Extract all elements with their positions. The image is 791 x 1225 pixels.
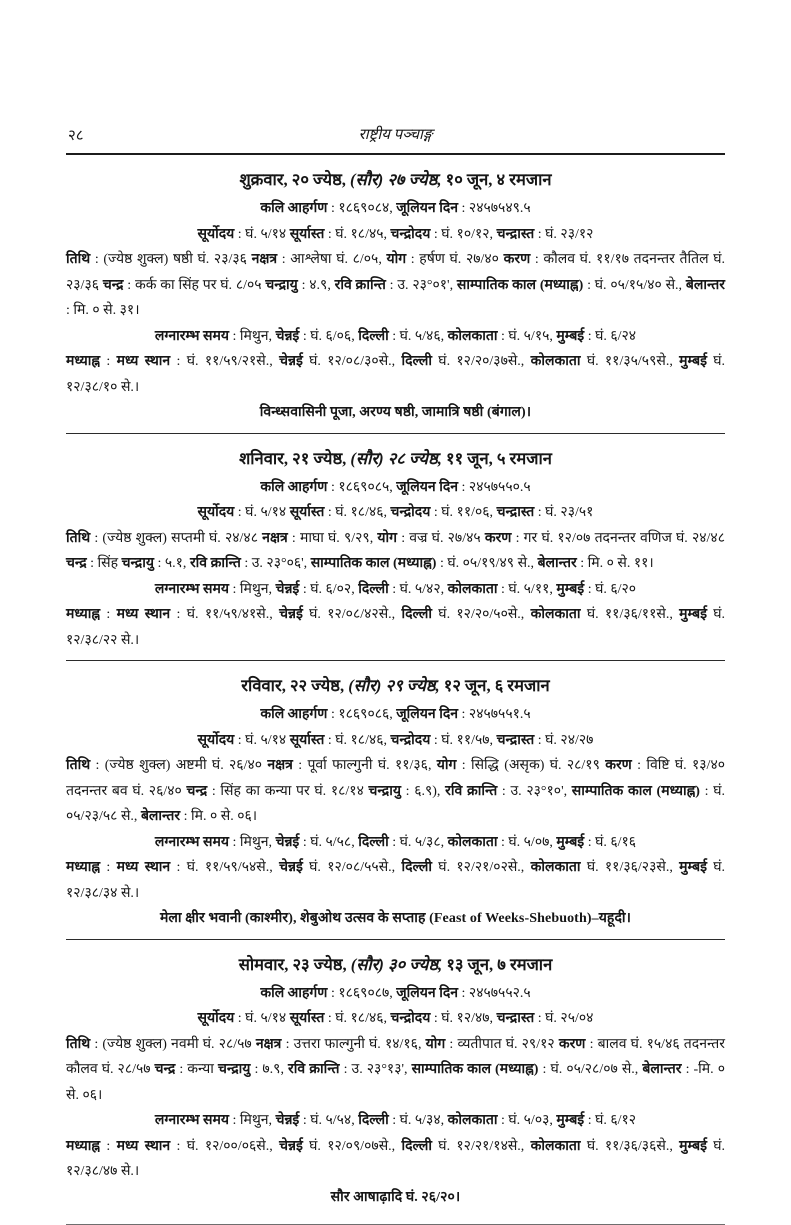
text-segment: योग [377,531,397,546]
text-segment: चेन्नई [279,860,303,875]
text-segment: तिथि [66,531,90,546]
text-segment: : विष्टि घं. १३/४० तदनन्तर बव घं. २६/४० [66,758,725,799]
text-segment: जूलियन दिन [396,707,458,722]
text-segment: : उ. २३°१३', [340,1062,412,1077]
text-segment: करण [504,252,531,267]
text-segment: योग [426,1037,446,1052]
text-segment: : घं. १२/४७, [430,1011,496,1026]
panchang-day-block [66,953,725,1225]
text-segment: कलि आहर्गण [260,707,327,722]
text-segment: चेन्नई [276,1113,300,1128]
text-segment: शुक्रवार, २० ज्येष्ठ, [239,170,350,189]
text-segment: : सिंह [87,556,122,571]
text-segment: चन्द्रास्त [497,1011,535,1026]
text-segment: : घं. ५/१४ [234,733,289,748]
text-segment: मेला क्षीर भवानी (काश्मीर), शेबुओथ उत्सव के सप्ताह (Feast of Weeks-Shebuoth)–यहूदी। [160,911,631,926]
text-segment: मध्याह्न [66,860,100,875]
sunrise-moonrise-line [66,1006,725,1032]
madhyahna-line [66,855,725,906]
panchang-day-block [66,168,725,434]
text-segment: घं. ११/३६/११से., [581,607,680,622]
text-segment: (सौर) २७ ज्येष्ठ, [350,170,441,189]
text-segment: : घं. २५/०४ [534,1011,593,1026]
text-segment: जूलियन दिन [396,986,458,1001]
tithi-paragraph [66,753,725,830]
text-segment: : घं. ५/५४, [299,1113,358,1128]
text-segment: नक्षत्र [252,252,278,267]
text-segment: चन्द्रास्त [497,227,535,242]
text-segment: साम्पातिक काल (मध्याह्न) [457,278,583,293]
text-segment: : ७.९, [250,1062,288,1077]
text-segment: दिल्ली [401,354,432,369]
text-segment: चन्द्रोदय [391,227,431,242]
text-segment: १० जून, ४ रमजान [441,170,551,189]
text-segment: घं. ११/३६/२३से., [581,860,680,875]
text-segment: : माघा घं. ९/२९, [288,531,378,546]
text-segment: सौर आषाढ़ादि घं. २६/२०। [331,1190,461,1205]
text-segment: रवि क्रान्ति [335,278,386,293]
text-segment: लग्नारम्भ समय [155,329,229,344]
kali-ahargana-line [66,475,725,501]
text-segment: बेलान्तर [538,556,577,571]
text-segment: : २४५७५५२.५ [458,986,531,1001]
text-segment: मुम्बई [679,860,707,875]
text-segment: : घं. ११/०६, [430,505,496,520]
text-segment: : घं. ६/१२ [584,1113,636,1128]
text-segment: : २४५७५४९.५ [458,201,531,216]
text-segment: : १८६९०८४, [327,201,396,216]
text-segment: : घं. ५/१४ [234,227,289,242]
kali-ahargana-line [66,196,725,222]
text-segment: कलि आहर्गण [260,480,327,495]
text-segment: मध्य स्थान [117,860,171,875]
text-segment: चेन्नई [279,354,303,369]
text-segment: : मि. ० से. ०६। [180,809,257,824]
text-segment: : घं. १८/४६, [324,505,390,520]
text-segment: चन्द्रायु [265,278,297,293]
text-segment: लग्नारम्भ समय [155,835,229,850]
text-segment: : मिथुन, [229,329,276,344]
text-segment: चेन्नई [276,582,300,597]
text-segment: तिथि [66,758,90,773]
text-segment: : उ. २३°०१', [386,278,457,293]
tithi-paragraph [66,526,725,577]
text-segment: सूर्यास्त [290,1011,325,1026]
text-segment: : ४.९, [298,278,335,293]
text-segment: लग्नारम्भ समय [155,582,229,597]
text-segment: नक्षत्र [256,1037,282,1052]
text-segment: १३ जून, ७ रमजान [442,955,552,974]
day-heading [66,447,725,471]
day-heading [66,674,725,698]
text-segment: चेन्नई [276,329,300,344]
page-header [66,126,725,144]
text-segment: सूर्योदय [198,733,235,748]
tithi-paragraph [66,1032,725,1109]
block-separator [66,433,725,434]
text-segment: : घं. १०/१२, [430,227,496,242]
text-segment: : उ. २३°०६', [241,556,311,571]
text-segment: योग [386,252,406,267]
text-segment: : मिथुन, [229,1113,276,1128]
text-segment: चन्द्रोदय [391,1011,431,1026]
text-segment: : (ज्येष्ठ शुक्ल) नवमी घं. २८/५७ [90,1037,256,1052]
text-segment: घं. १२/०८/५५से., [303,860,402,875]
text-segment: कलि आहर्गण [260,201,327,216]
text-segment: घं. १२/०९/०७से., [303,1139,402,1154]
text-segment: रवि क्रान्ति [190,556,241,571]
text-segment: : व्यतीपात घं. २९/१२ [445,1037,559,1052]
text-segment: : घं. १८/४६, [324,733,390,748]
text-segment: : घं. ५/०३, [497,1113,556,1128]
text-segment: बेलान्तर [642,1062,681,1077]
text-segment: चन्द्रास्त [497,505,535,520]
text-segment: घं. १२/२०/५०से., [432,607,531,622]
text-segment: योग [437,758,457,773]
text-segment: मध्याह्न [66,1139,100,1154]
text-segment: : घं. ११/५९/४१से., [170,607,279,622]
lagna-line [66,577,725,603]
madhyahna-line [66,349,725,400]
text-segment: मुम्बई [556,582,584,597]
text-segment: शनिवार, २१ ज्येष्ठ, [239,449,350,468]
text-segment: : ५.१, [154,556,190,571]
text-segment: : घं. ५/५८, [299,835,358,850]
text-segment: करण [605,758,632,773]
text-segment: : घं. ६/१६ [584,835,636,850]
text-segment: चन्द्र [103,278,124,293]
tithi-paragraph [66,247,725,324]
text-segment: रवि क्रान्ति [288,1062,340,1077]
text-segment: मध्याह्न [66,607,100,622]
lagna-line [66,1108,725,1134]
block-separator [66,660,725,661]
text-segment: : घं. ५/३८, [389,835,448,850]
text-segment: : मिथुन, [229,835,276,850]
text-segment: : [100,607,117,622]
text-segment: : मिथुन, [229,582,276,597]
text-segment: : घं. ११/५९/२१से., [170,354,279,369]
text-segment: : घं. ५/०७, [497,835,556,850]
text-segment: घं. ११/३६/३६से., [581,1139,680,1154]
text-segment: चेन्नई [276,835,300,850]
text-segment: मध्य स्थान [117,607,171,622]
text-segment: नक्षत्र [267,758,293,773]
text-segment: : १८६९०८६, [327,707,396,722]
text-segment: बेलान्तर [686,278,725,293]
text-segment: मध्याह्न [66,354,100,369]
sunrise-moonrise-line [66,222,725,248]
text-segment: मुम्बई [679,354,707,369]
text-segment: कोलकाता [448,582,498,597]
header-rule [66,153,725,155]
text-segment: : घं. ५/३४, [389,1113,448,1128]
panchang-day-block [66,674,725,940]
text-segment: : घं. ५/१५, [497,329,556,344]
text-segment: (सौर) २८ ज्येष्ठ, [350,449,441,468]
text-segment: : [100,354,117,369]
text-segment: दिल्ली [401,607,432,622]
text-segment: : घं. ५/४६, [389,329,448,344]
text-segment: दिल्ली [358,329,389,344]
text-segment: : हर्षण घं. २७/४० [406,252,503,267]
festival-line [66,906,725,932]
text-segment: लग्नारम्भ समय [155,1113,229,1128]
text-segment: कोलकाता [531,607,581,622]
text-segment: साम्पातिक काल (मध्याह्न) [412,1062,539,1077]
text-segment: रवि क्रान्ति [445,784,497,799]
text-segment: कोलकाता [531,354,581,369]
text-segment: नक्षत्र [262,531,288,546]
text-segment: मुम्बई [556,329,584,344]
text-segment: घं. १२/२०/३७से., [432,354,531,369]
text-segment: : बालव घं. १५/४६ तदनन्तर कौलव घं. २८/५७ [66,1037,725,1078]
text-segment: कोलकाता [531,860,581,875]
text-segment: चन्द्र [187,784,208,799]
text-segment: चन्द्रायु [369,784,401,799]
text-segment: : घं. ६/०६, [299,329,358,344]
text-segment: : २४५७५५०.५ [458,480,531,495]
sunrise-moonrise-line [66,728,725,754]
text-segment: : घं. ५/१४ [234,1011,289,1026]
text-segment: घं. १२/०८/४२से., [303,607,402,622]
page-number: २८ [68,127,84,145]
text-segment: सूर्योदय [198,1011,235,1026]
text-segment: सूर्यास्त [290,227,325,242]
text-segment: दिल्ली [358,1113,389,1128]
text-segment: घं. ११/३५/५९से., [581,354,680,369]
day-heading [66,168,725,192]
text-segment: चन्द्र [155,1062,176,1077]
text-segment: : घं. ०५/२३/५८ से., [66,784,725,825]
text-segment: : घं. ६/२४ [584,329,636,344]
sunrise-moonrise-line [66,500,725,526]
text-segment: : उत्तरा फाल्गुनी घं. १४/१६, [281,1037,425,1052]
text-segment: चन्द्र [66,556,87,571]
text-segment: मध्य स्थान [117,1139,171,1154]
text-segment: घं. १२/२१/०२से., [432,860,531,875]
text-segment: : (ज्येष्ठ शुक्ल) अष्टमी घं. २६/४० [90,758,267,773]
text-segment: : सिंह का कन्या पर घं. १८/१४ [207,784,368,799]
text-segment: घं. १२/३८/३४ से.। [66,860,725,901]
text-segment: : वज्र घं. २७/४५ [397,531,485,546]
text-segment: चन्द्रोदय [391,733,431,748]
text-segment: घं. १२/०८/३०से., [303,354,402,369]
text-segment: मुम्बई [556,835,584,850]
text-segment: : घं. २३/५१ [534,505,593,520]
block-separator [66,939,725,940]
text-segment: चन्द्रास्त [497,733,535,748]
text-segment: : (ज्येष्ठ शुक्ल) सप्तमी घं. २४/४८ [90,531,262,546]
text-segment: विन्ध्सवासिनी पूजा, अरण्य षष्ठी, जामात्रि षष्ठी (बंगाल)। [260,405,531,420]
text-segment: : [100,860,117,875]
madhyahna-line [66,602,725,653]
text-segment: घं. १२/२१/१४से., [432,1139,531,1154]
text-segment: : घं. १८/४५, [324,227,390,242]
text-segment: दिल्ली [401,860,432,875]
text-segment: : घं. २३/१२ [534,227,593,242]
text-segment: घं. १२/३८/२२ से.। [66,607,725,648]
text-segment: रविवार, २२ ज्येष्ठ, [241,676,348,695]
text-segment: : आश्लेषा घं. ८/०५, [277,252,386,267]
text-segment: मुम्बई [556,1113,584,1128]
text-segment: : घं. २४/२७ [534,733,593,748]
text-segment: कोलकाता [448,1113,498,1128]
text-segment: करण [485,531,512,546]
text-segment: ११ जून, ५ रमजान [442,449,552,468]
text-segment: : मि. ० से. ३१। [66,303,140,318]
text-segment: साम्पातिक काल (मध्याह्न) [572,784,700,799]
text-segment: कोलकाता [448,835,498,850]
festival-line [66,1185,725,1211]
text-segment: मुम्बई [679,607,707,622]
kali-ahargana-line [66,981,725,1007]
text-segment: कोलकाता [448,329,498,344]
text-segment: : घं. ०५/२८/०७ से., [538,1062,642,1077]
text-segment: मुम्बई [679,1139,707,1154]
text-segment: : २४५७५५१.५ [458,707,531,722]
text-segment: : ६.९), [401,784,445,799]
madhyahna-line [66,1134,725,1185]
text-segment: : घं. ५/१४ [234,505,289,520]
text-segment: : घं. १८/४६, [324,1011,390,1026]
text-segment: : घं. ११/५७, [430,733,496,748]
text-segment: चन्द्रायु [122,556,154,571]
panchang-day-block [66,447,725,662]
text-segment: : मि. ० से. ११। [577,556,654,571]
text-segment: मध्य स्थान [117,354,171,369]
text-segment: तिथि [66,1037,90,1052]
text-segment: सूर्योदय [198,505,235,520]
text-segment: : घं. ५/११, [497,582,556,597]
text-segment: : घं. ०५/१९/४९ से., [436,556,537,571]
text-segment: : घं. ६/२० [584,582,636,597]
text-segment: साम्पातिक काल (मध्याह्न) [311,556,437,571]
text-segment: दिल्ली [358,582,389,597]
lagna-line [66,324,725,350]
text-segment: : कर्क का सिंह पर घं. ८/०५ [123,278,265,293]
text-segment: : सिद्धि (असृक) घं. २८/१९ [456,758,605,773]
text-segment: : १८६९०८५, [327,480,396,495]
text-segment: : पूर्वा फाल्गुनी घं. ११/३६, [293,758,437,773]
text-segment: : घं. ६/०२, [299,582,358,597]
journal-title: राष्ट्रीय पञ्चाङ्ग [359,127,433,143]
text-segment: बेलान्तर [141,809,180,824]
text-segment: (सौर) ३० ज्येष्ठ, [351,955,442,974]
lagna-line [66,830,725,856]
text-segment: कलि आहर्गण [260,986,327,1001]
kali-ahargana-line [66,702,725,728]
text-segment: दिल्ली [401,1139,432,1154]
text-segment: जूलियन दिन [396,480,458,495]
text-segment: : -मि. ० से. ०६। [66,1062,725,1103]
text-segment: : कन्या [175,1062,218,1077]
text-segment: : घं. ०५/१५/४० से., [583,278,686,293]
text-segment: जूलियन दिन [396,201,458,216]
day-blocks [66,168,725,1225]
text-segment: चन्द्रोदय [391,505,431,520]
text-segment: : उ. २३°१०', [497,784,572,799]
day-heading [66,953,725,977]
text-segment: कोलकाता [531,1139,581,1154]
festival-line [66,400,725,426]
text-segment: सूर्योदय [198,227,235,242]
text-segment: १२ जून, ६ रमजान [440,676,550,695]
text-segment: घं. १२/३८/१० से.। [66,354,725,395]
text-segment: : गर घं. १२/०७ तदनन्तर वणिज घं. २४/४८ [511,531,725,546]
text-segment: : कौलव घं. ११/१७ तदनन्तर तैतिल घं. २३/३६ [66,252,725,293]
text-segment: सूर्यास्त [290,733,325,748]
text-segment: चेन्नई [279,607,303,622]
text-segment: सोमवार, २३ ज्येष्ठ, [239,955,351,974]
text-segment: चेन्नई [279,1139,303,1154]
text-segment: : घं. ५/४२, [389,582,448,597]
text-segment: : [100,1139,117,1154]
text-segment: : १८६९०८७, [327,986,396,1001]
text-segment: करण [559,1037,586,1052]
text-segment: (सौर) २९ ज्येष्ठ, [348,676,439,695]
text-segment: दिल्ली [358,835,389,850]
text-segment: : घं. ११/५९/५४से., [170,860,279,875]
text-segment: : (ज्येष्ठ शुक्ल) षष्ठी घं. २३/३६ [90,252,251,267]
text-segment: : घं. १२/००/०६से., [170,1139,279,1154]
text-segment: तिथि [66,252,90,267]
text-segment: सूर्यास्त [290,505,325,520]
text-segment: घं. १२/३८/४७ से.। [66,1139,725,1180]
text-segment: चन्द्रायु [218,1062,250,1077]
